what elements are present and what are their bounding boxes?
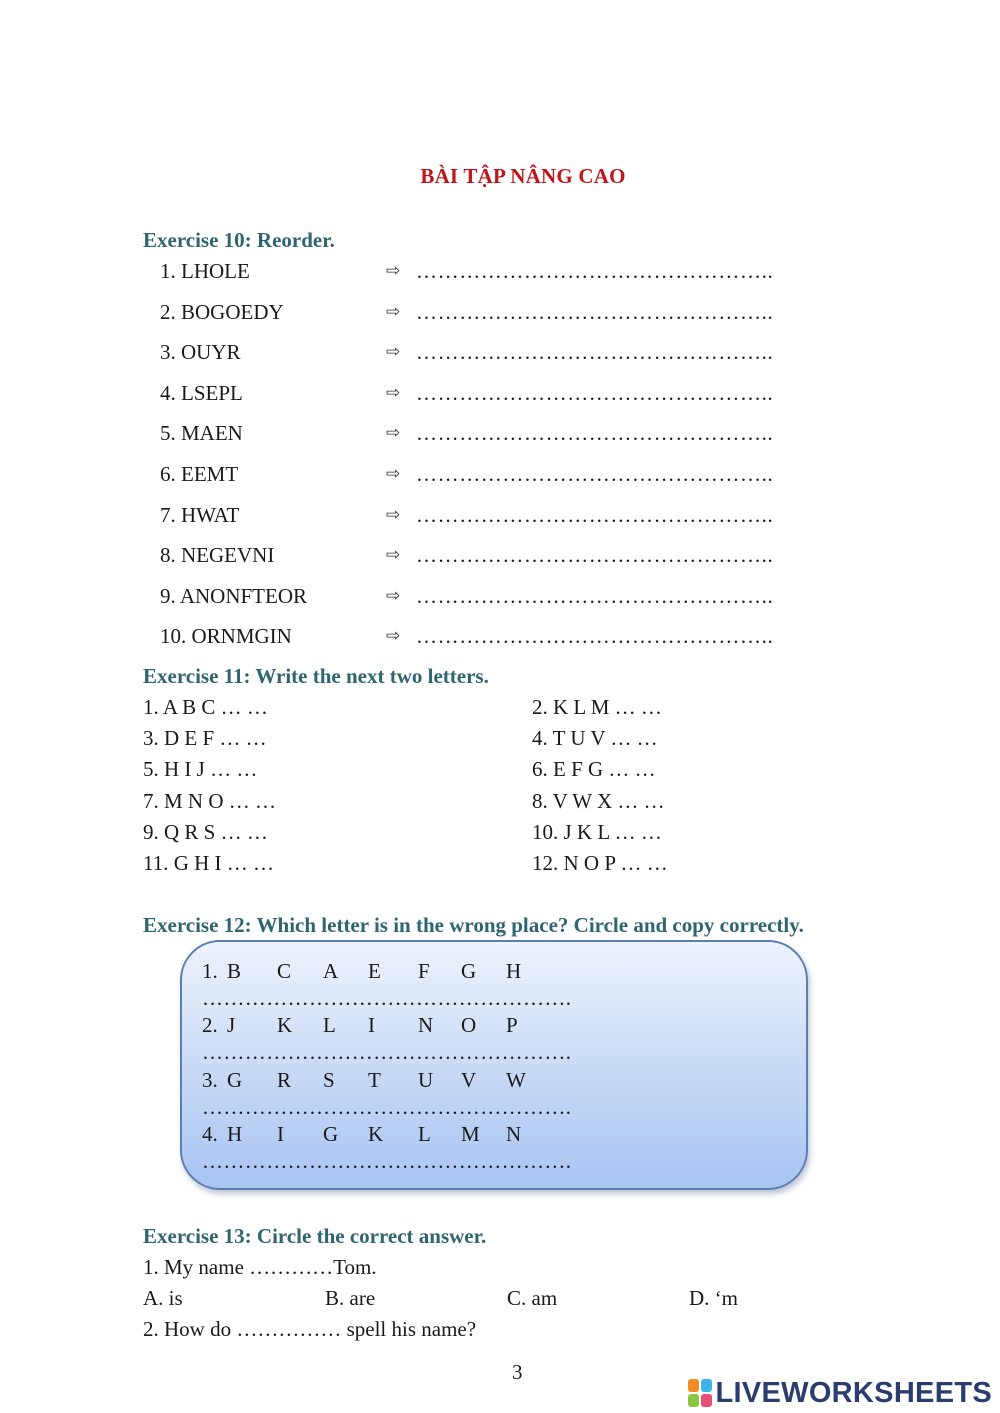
- letter-sequence: 2. K L M … …: [532, 695, 662, 719]
- letter[interactable]: H: [227, 1121, 243, 1146]
- letter-sequence: 8. V W X … …: [532, 788, 665, 813]
- liveworksheets-logo: [688, 1376, 993, 1410]
- arrow-right-icon: ⇨: [386, 261, 401, 281]
- letter[interactable]: J: [227, 1013, 236, 1038]
- logo-text: LIVEWORKSHEETS: [715, 1376, 992, 1409]
- page-number: 3: [512, 1360, 523, 1384]
- arrow-right-icon: ⇨: [386, 626, 401, 647]
- option-a[interactable]: A. is: [143, 1286, 183, 1310]
- copy-blank[interactable]: …………………………………………….: [202, 1148, 572, 1173]
- reorder-word: 6. EEMT: [160, 462, 239, 486]
- reorder-word: 7. HWAT: [160, 502, 240, 527]
- letter[interactable]: N: [506, 1121, 522, 1146]
- letter-sequence: 4. T U V … …: [532, 726, 658, 751]
- letter-sequence: 11. G H I … …: [143, 851, 275, 875]
- answer-blank[interactable]: …………………………………………..: [416, 624, 774, 649]
- exercise-12-heading: Exercise 12: Which letter is in the wrong place? Circle and copy correctly.: [143, 913, 804, 937]
- letter-sequence: 10. J K L … …: [532, 819, 662, 844]
- reorder-word: 1. LHOLE: [160, 259, 250, 283]
- exercise-10-heading: Exercise 10: Reorder.: [143, 228, 335, 252]
- page-title: BÀI TẬP NÂNG CAO: [420, 164, 626, 188]
- exercise-13-heading: Exercise 13: Circle the correct answer.: [143, 1224, 487, 1248]
- row-number: 1.: [202, 959, 218, 983]
- letter[interactable]: P: [506, 1013, 518, 1038]
- answer-blank[interactable]: …………………………………………..: [416, 583, 774, 608]
- letter[interactable]: O: [461, 1013, 477, 1038]
- arrow-right-icon: ⇨: [386, 585, 401, 606]
- letter-sequence: 7. M N O … …: [143, 788, 277, 813]
- letter[interactable]: I: [277, 1121, 284, 1146]
- exercise-11-heading: Exercise 11: Write the next two letters.: [143, 664, 489, 688]
- reorder-word: 10. ORNMGIN: [160, 624, 292, 649]
- reorder-word: 4. LSEPL: [160, 380, 243, 405]
- letter-sequence: 3. D E F … …: [143, 726, 267, 751]
- question-2: 2. How do …………… spell his name?: [143, 1317, 477, 1341]
- letter[interactable]: F: [418, 959, 430, 983]
- arrow-right-icon: ⇨: [386, 301, 401, 322]
- copy-blank[interactable]: …………………………………………….: [202, 986, 572, 1010]
- letter-sequence: 9. Q R S … …: [143, 819, 268, 844]
- letter[interactable]: B: [227, 959, 242, 983]
- reorder-word: 2. BOGOEDY: [160, 299, 284, 324]
- answer-blank[interactable]: …………………………………………..: [416, 259, 774, 283]
- letter[interactable]: G: [461, 959, 477, 983]
- row-number: 3.: [202, 1067, 218, 1092]
- letter[interactable]: R: [277, 1067, 292, 1092]
- copy-blank[interactable]: …………………………………………….: [202, 1040, 572, 1065]
- question-1: 1. My name …………Tom.: [143, 1255, 377, 1279]
- letter[interactable]: S: [323, 1067, 335, 1092]
- letter[interactable]: E: [368, 959, 381, 983]
- row-number: 2.: [202, 1013, 218, 1038]
- letter[interactable]: N: [418, 1013, 434, 1038]
- letter[interactable]: V: [461, 1067, 477, 1092]
- letter-sequence: 12. N O P … …: [532, 851, 668, 875]
- letter[interactable]: A: [323, 959, 339, 983]
- option-c[interactable]: C. am: [507, 1286, 558, 1310]
- reorder-word: 3. OUYR: [160, 340, 241, 365]
- answer-blank[interactable]: …………………………………………..: [416, 380, 774, 405]
- letter[interactable]: G: [227, 1067, 243, 1092]
- letter[interactable]: W: [506, 1067, 526, 1092]
- reorder-word: 8. NEGEVNI: [160, 543, 275, 568]
- arrow-right-icon: ⇨: [386, 382, 401, 403]
- answer-blank[interactable]: …………………………………………..: [416, 340, 774, 365]
- letter[interactable]: C: [277, 959, 292, 983]
- arrow-right-icon: ⇨: [386, 545, 401, 566]
- reorder-word: 9. ANONFTEOR: [160, 583, 308, 608]
- letter[interactable]: H: [506, 959, 522, 983]
- letter[interactable]: G: [323, 1121, 339, 1146]
- copy-blank[interactable]: …………………………………………….: [202, 1094, 572, 1119]
- row-number: 4.: [202, 1121, 218, 1146]
- logo-icon: [688, 1379, 712, 1407]
- letter-sequence: 1. A B C … …: [143, 695, 268, 719]
- arrow-right-icon: ⇨: [386, 342, 401, 363]
- letter-sequence: 5. H I J … …: [143, 757, 258, 782]
- option-b[interactable]: B. are: [325, 1286, 376, 1310]
- option-d[interactable]: D. ‘m: [689, 1286, 738, 1310]
- answer-blank[interactable]: …………………………………………..: [416, 462, 774, 486]
- letter[interactable]: M: [461, 1121, 480, 1146]
- letter[interactable]: L: [418, 1121, 431, 1146]
- letter[interactable]: U: [418, 1067, 434, 1092]
- arrow-right-icon: ⇨: [386, 504, 401, 525]
- answer-blank[interactable]: …………………………………………..: [416, 299, 774, 324]
- arrow-right-icon: ⇨: [386, 423, 401, 444]
- letter-sequence: 6. E F G … …: [532, 757, 656, 782]
- arrow-right-icon: ⇨: [386, 464, 401, 484]
- letter[interactable]: K: [277, 1013, 293, 1038]
- letter[interactable]: K: [368, 1121, 384, 1146]
- letter[interactable]: T: [368, 1067, 381, 1092]
- answer-blank[interactable]: …………………………………………..: [416, 421, 774, 446]
- reorder-word: 5. MAEN: [160, 421, 243, 446]
- answer-blank[interactable]: …………………………………………..: [416, 502, 774, 527]
- answer-blank[interactable]: …………………………………………..: [416, 543, 774, 568]
- letter[interactable]: I: [368, 1013, 375, 1038]
- letter[interactable]: L: [323, 1013, 336, 1038]
